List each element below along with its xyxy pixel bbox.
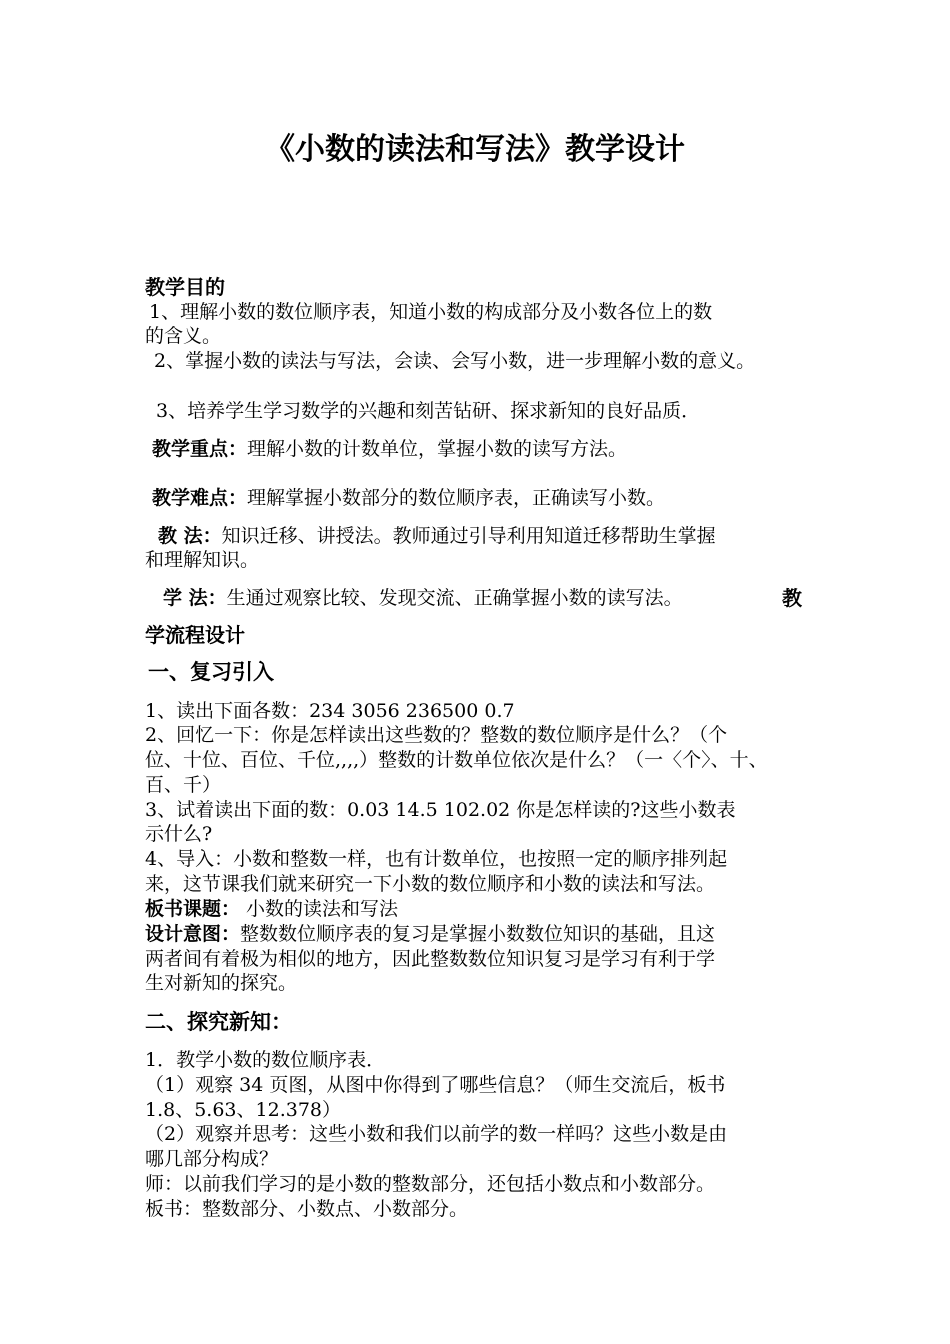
teaching-method-cont: 和理解知识。 — [145, 549, 260, 571]
s1-line-4b: 来，这节课我们就来研究一下小数的数位顺序和小数的读法和写法。 — [145, 873, 716, 895]
goal-line-1b: 的含义。 — [145, 325, 222, 347]
goal-line-2: 2、掌握小数的读法与写法，会读、会写小数，进一步理解小数的意义。 — [154, 350, 756, 372]
process-heading-start: 教 — [782, 586, 802, 610]
teaching-method — [158, 524, 716, 548]
design-intent — [145, 922, 715, 946]
goals-heading: 教学目的 — [145, 275, 225, 299]
s2-line-3b: 哪几部分构成？ — [145, 1148, 279, 1170]
teaching-method-label: 教 法： — [158, 525, 222, 547]
section-1-heading: 一、复习引入 — [148, 659, 274, 684]
key-point-text: 理解小数的计数单位，掌握小数的读写方法。 — [247, 438, 628, 460]
difficult-point — [152, 486, 665, 510]
teaching-method-text: 知识迁移、讲授法。教师通过引导利用知道迁移帮助生掌握 — [221, 525, 716, 547]
s1-line-3b: 示什么? — [145, 823, 213, 845]
design-intent-text: 整数数位顺序表的复习是掌握小数数位知识的基础，且这 — [240, 923, 716, 945]
s2-line-1: 1．教学小数的数位顺序表． — [145, 1049, 386, 1071]
board-title-label: 板书课题： — [145, 898, 241, 920]
section-2-heading: 二、探究新知： — [145, 1009, 292, 1034]
key-point — [152, 437, 627, 461]
learning-method-label: 学 法： — [163, 587, 227, 609]
goal-line-3: 3、培养学生学习数学的兴趣和刻苦钻研、探求新知的良好品质． — [156, 400, 701, 422]
learning-method — [163, 586, 683, 610]
design-intent-b: 两者间有着极为相似的地方，因此整数数位知识复习是学习有利于学 — [145, 948, 716, 970]
s1-line-2a: 2、回忆一下：你是怎样读出这些数的？整数的数位顺序是什么？（个 — [145, 724, 728, 746]
board-title-text: 小数的读法和写法 — [240, 898, 399, 920]
s2-line-3a: （2）观察并思考：这些小数和我们以前学的数一样吗？这些小数是由 — [145, 1123, 728, 1145]
document-title: 《小数的读法和写法》教学设计 — [265, 132, 685, 167]
s1-line-2b: 位、十位、百位、千位,,,,）整数的计数单位依次是什么？（一〈个〉、十、 — [145, 749, 768, 771]
design-intent-c: 生对新知的探究。 — [145, 972, 298, 994]
s1-line-3a: 3、试着读出下面的数：0.03 14.5 102.02 你是怎样读的?这些小数表 — [145, 799, 736, 821]
s1-line-1: 1、读出下面各数：234 3056 236500 0.7 — [145, 700, 515, 722]
s2-line-4: 师：以前我们学习的是小数的整数部分，还包括小数点和小数部分。 — [145, 1173, 716, 1195]
s2-line-2a: （1）观察 34 页图，从图中你得到了哪些信息？（师生交流后，板书 — [145, 1074, 726, 1096]
learning-method-text: 生通过观察比较、发现交流、正确掌握小数的读写法。 — [226, 587, 683, 609]
process-heading-end: 学流程设计 — [145, 623, 245, 647]
s1-line-4a: 4、导入：小数和整数一样，也有计数单位，也按照一定的顺序排列起 — [145, 848, 728, 870]
s2-line-5: 板书：整数部分、小数点、小数部分。 — [145, 1198, 469, 1220]
key-point-label: 教学重点： — [152, 438, 248, 460]
goal-line-1a: 1、理解小数的数位顺序表，知道小数的构成部分及小数各位上的数 — [149, 301, 713, 323]
board-title — [145, 897, 398, 921]
s1-line-2c: 百、千） — [145, 774, 222, 796]
difficult-point-text: 理解掌握小数部分的数位顺序表，正确读写小数。 — [247, 487, 666, 509]
s2-line-2b: 1.8、5.63、12.378） — [145, 1099, 342, 1121]
difficult-point-label: 教学难点： — [152, 487, 248, 509]
design-intent-label: 设计意图： — [145, 923, 241, 945]
